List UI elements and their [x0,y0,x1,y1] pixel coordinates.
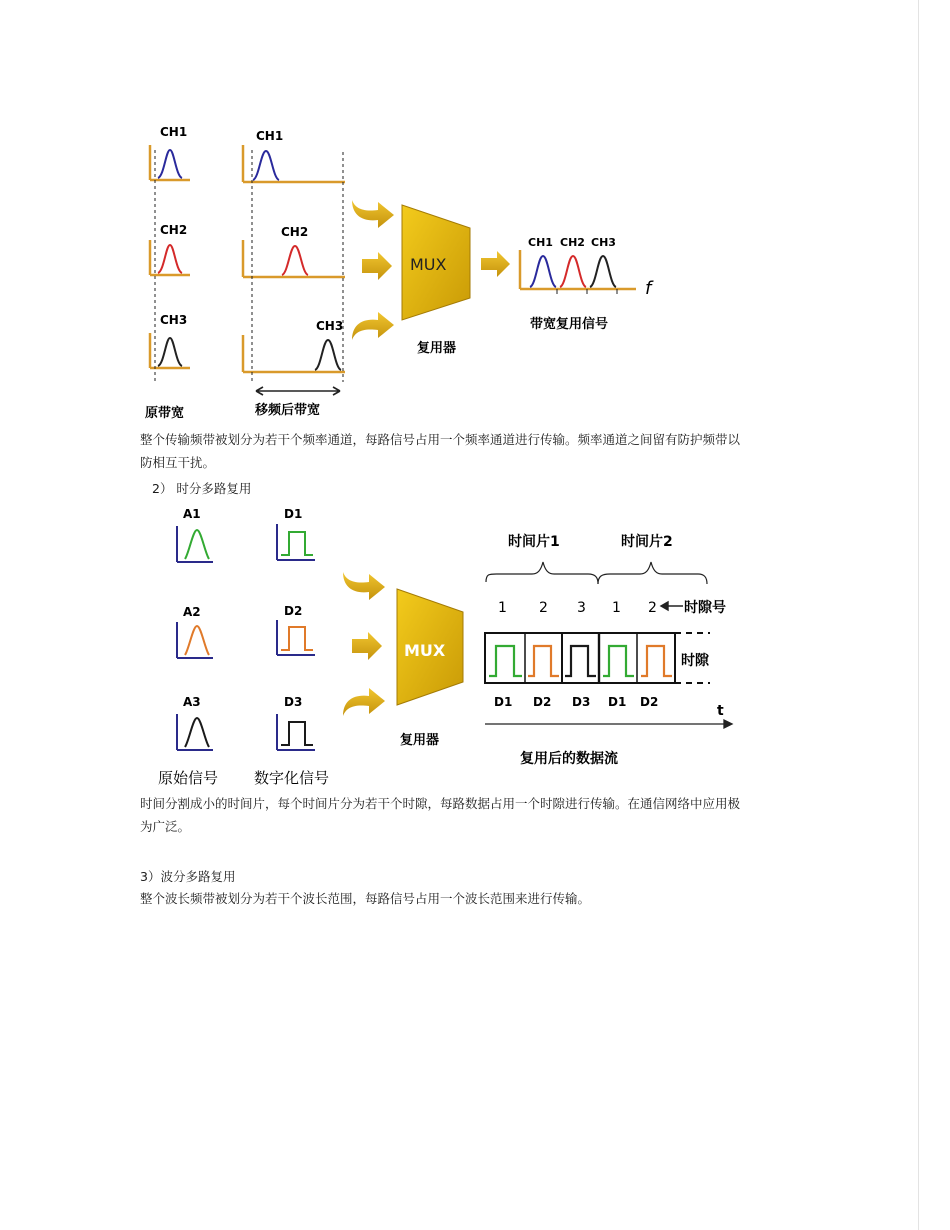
slot-data-5: D2 [640,695,659,709]
tdm-arrow-curve-bottom [343,688,385,716]
fdm-arrow-curve-top [352,200,394,228]
fdm-mux-caption: 复用器 [417,341,457,356]
slot-data-3: D3 [572,695,591,709]
shift-ch2 [243,225,345,277]
analog-caption: 原始信号 [158,769,219,787]
orig-ch3 [150,313,190,368]
slice2-label: 时间片2 [621,534,673,550]
digital-caption: 数字化信号 [254,769,330,787]
tdm-heading: 2） 时分多路复用 [152,481,252,496]
slot-num-arrow [661,602,683,610]
slot-num-4: 1 [612,600,621,616]
slot-num-3: 3 [577,600,586,616]
digital-d2-label: D2 [284,604,303,618]
slot-num-1: 1 [498,600,507,616]
slot-pulse-2 [528,646,559,676]
wdm-heading: 3）波分多路复用 [140,869,236,884]
slot-pulse-5 [641,646,672,676]
fdm-arrow-middle [362,252,392,280]
slot-pulse-3 [565,646,596,676]
tdm-mux-caption: 复用器 [400,733,440,748]
out-ch1-pulse [530,256,556,287]
shift-ch3-pulse [315,340,341,370]
fdm-arrow-curve-bottom [352,312,394,340]
digital-d1-pulse [281,532,313,555]
stream-caption: 复用后的数据流 [520,751,618,767]
slice1-label: 时间片1 [508,534,560,550]
analog-a3-label: A3 [183,695,201,709]
orig-caption: 原带宽 [145,406,185,421]
slot-pulse-4 [603,646,634,676]
shift-ch1-label: CH1 [256,129,284,143]
slot-num-label: 时隙号 [684,600,726,616]
shifted-caption: 移频后带宽 [255,403,321,418]
tdm-description: 时间分割成小的时间片，每个时间片分为若干个时隙，每路数据占用一个时隙进行传输。在通信网络中应用极为广泛。 [140,796,741,834]
analog-a1-wave [185,530,209,559]
shift-width-arrow [256,387,340,395]
out-ch2-pulse [560,256,586,287]
slot-num-5: 2 [648,600,657,616]
orig-ch2-pulse [158,245,182,273]
analog-a2-label: A2 [183,605,201,619]
slot-frame [485,633,710,683]
orig-ch1 [150,125,190,180]
slot-data-4: D1 [608,695,627,709]
orig-ch3-pulse [158,338,182,366]
analog-a1-label: A1 [183,507,201,521]
fdm-mux-label: MUX [410,255,447,274]
tdm-mux-label: MUX [404,641,446,660]
tdm-arrow-middle [352,632,382,660]
digital-d3-pulse [281,722,313,745]
time-axis [485,720,732,728]
shift-ch1-pulse [253,151,279,180]
analog-a3-wave [185,718,209,747]
out-ch3-pulse [590,256,616,287]
out-ch2-label: CH2 [560,236,585,249]
slot-data-2: D2 [533,695,552,709]
tdm-arrow-curve-top [343,572,385,600]
out-caption: 带宽复用信号 [530,317,609,332]
shift-ch2-label: CH2 [281,225,309,239]
slot-pulse-1 [489,646,522,676]
orig-ch1-pulse [158,150,182,178]
slice2-brace [598,562,707,584]
slot-num-2: 2 [539,600,548,616]
fdm-arrow-out [481,251,510,277]
orig-ch2 [150,223,190,275]
wdm-description: 整个波长频带被划分为若干个波长范围，每路信号占用一个波长范围来进行传输。 [140,891,591,906]
fdm-description: 整个传输频带被划分为若干个频率通道，每路信号占用一个频率通道进行传输。频率通道之间留有防护频带以防相互干扰。 [140,432,741,470]
digital-d3-label: D3 [284,695,303,709]
out-ch3-label: CH3 [591,236,616,249]
shift-ch3-label: CH3 [316,319,344,333]
time-symbol: t [717,703,724,719]
digital-d1-label: D1 [284,507,303,521]
shift-ch1-axis [243,145,345,182]
orig-ch2-label: CH2 [160,223,188,237]
slot-data-1: D1 [494,695,513,709]
shift-ch1 [243,129,345,182]
digital-d2-pulse [281,627,313,650]
out-ch1-label: CH1 [528,236,553,249]
shift-ch2-pulse [282,246,308,275]
tdm-diagram [158,507,732,787]
slice1-brace [486,562,598,584]
analog-a2-wave [185,626,209,655]
orig-ch3-label: CH3 [160,313,188,327]
shift-ch3 [243,319,345,372]
fdm-diagram [145,125,654,421]
slot-label: 时隙 [681,653,709,669]
orig-ch1-label: CH1 [160,125,188,139]
freq-symbol: f [645,278,652,299]
